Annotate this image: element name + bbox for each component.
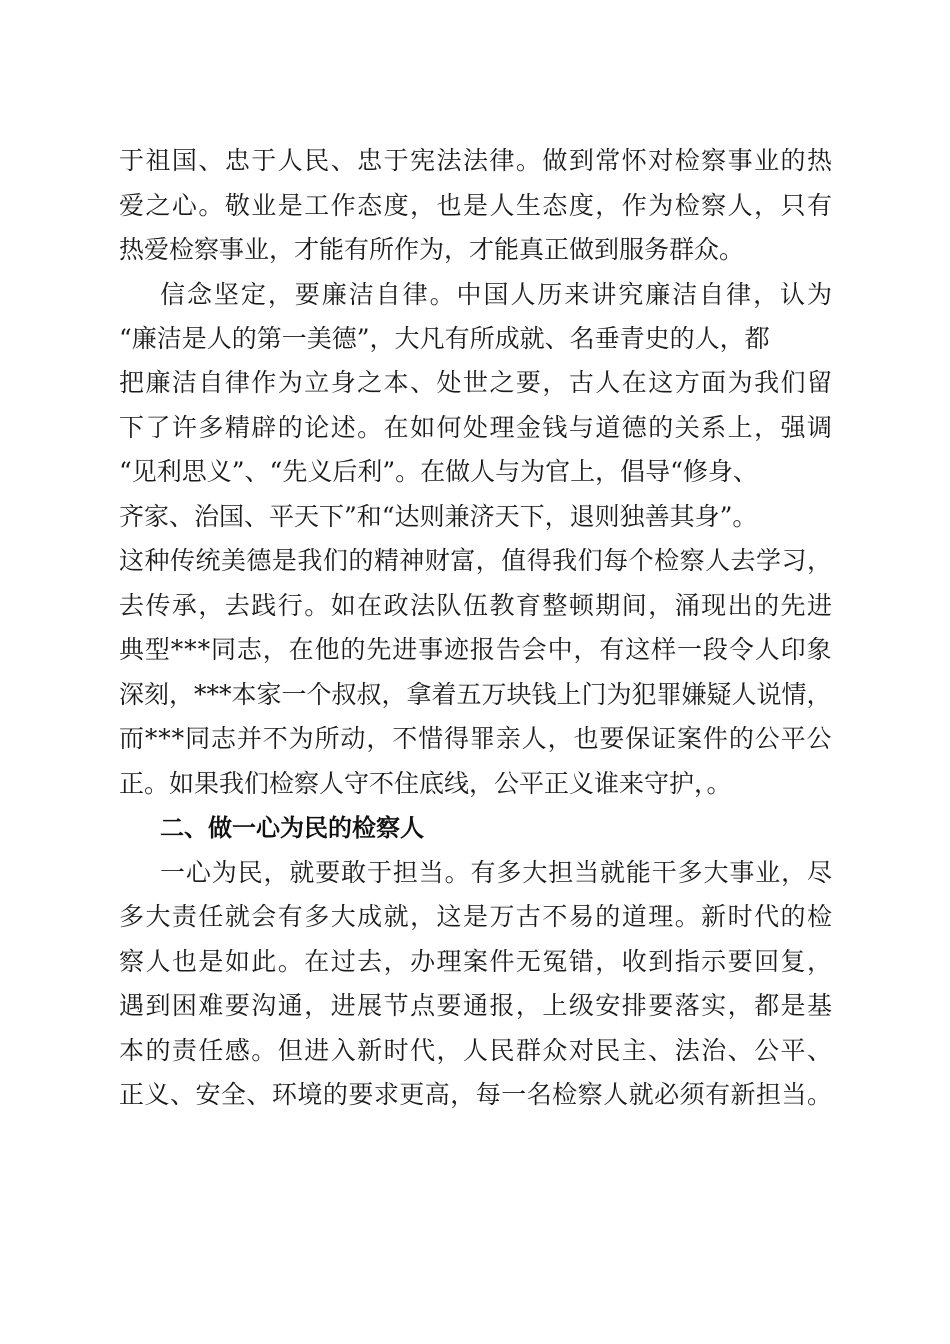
paragraph-3-line-2: 多大责任就会有多大成就，这是万古不易的道理。新时代的检 [119, 902, 834, 931]
paragraph-3-line-1: 一心为民，就要敢于担当。有多大担当就能干多大事业，尽 [160, 858, 833, 887]
paragraph-3-line-3: 察人也是如此。在过去，办理案件无冤错，收到指示要回复， [119, 947, 834, 976]
paragraph-3-line-6: 正义、安全、环境的要求更高，每一名检察人就必须有新担当。 [119, 1080, 833, 1109]
paragraph-2-line-5: “见利思义”、“先义后利”。在做人与为官上，倡导“修身、 [119, 457, 758, 486]
paragraph-2-line-1: 信念坚定，要廉洁自律。中国人历来讲究廉洁自律，认为 [160, 280, 834, 309]
paragraph-1-line-1: 于祖国、忠于人民、忠于宪法法律。做到常怀对检察事业的热 [119, 146, 834, 175]
paragraph-2-line-6: 齐家、治国、平天下”和“达则兼济天下，退则独善其身”。 [119, 502, 758, 531]
paragraph-2-line-3: 把廉洁自律作为立身之本、处世之要，古人在这方面为我们留 [119, 368, 834, 397]
section-heading: 二、做一心为民的检察人 [160, 814, 424, 842]
paragraph-2-line-4: 下了许多精辟的论述。在如何处理金钱与道德的关系上，强调 [119, 413, 834, 442]
paragraph-2-line-2: “廉洁是人的第一美德”，大凡有所成就、名垂青史的人，都 [119, 324, 770, 353]
paragraph-2-line-11: 而***同志并不为所动，不惜得罪亲人，也要保证案件的公平公 [119, 724, 833, 753]
paragraph-3-line-5: 本的责任感。但进入新时代，人民群众对民主、法治、公平、 [119, 1036, 834, 1065]
paragraph-3-line-4: 遇到困难要沟通，进展节点要通报，上级安排要落实，都是基 [119, 991, 834, 1020]
paragraph-2-line-10: 深刻，***本家一个叔叔，拿着五万块钱上门为犯罪嫌疑人说情， [119, 680, 832, 709]
paragraph-2-line-12: 正。如果我们检察人守不住底线，公平正义谁来守护，。 [119, 769, 732, 798]
paragraph-1-line-2: 爱之心。敬业是工作态度，也是人生态度，作为检察人，只有 [119, 191, 834, 220]
paragraph-2-line-8: 去传承，去践行。如在政法队伍教育整顿期间，涌现出的先进 [119, 591, 834, 620]
paragraph-2-line-9: 典型***同志，在他的先进事迹报告会中，有这样一段令人印象 [119, 635, 833, 664]
paragraph-2-line-7: 这种传统美德是我们的精神财富，值得我们每个检察人去学习， [119, 546, 833, 575]
paragraph-1-line-3: 热爱检察事业，才能有所作为，才能真正做到服务群众。 [119, 235, 745, 264]
